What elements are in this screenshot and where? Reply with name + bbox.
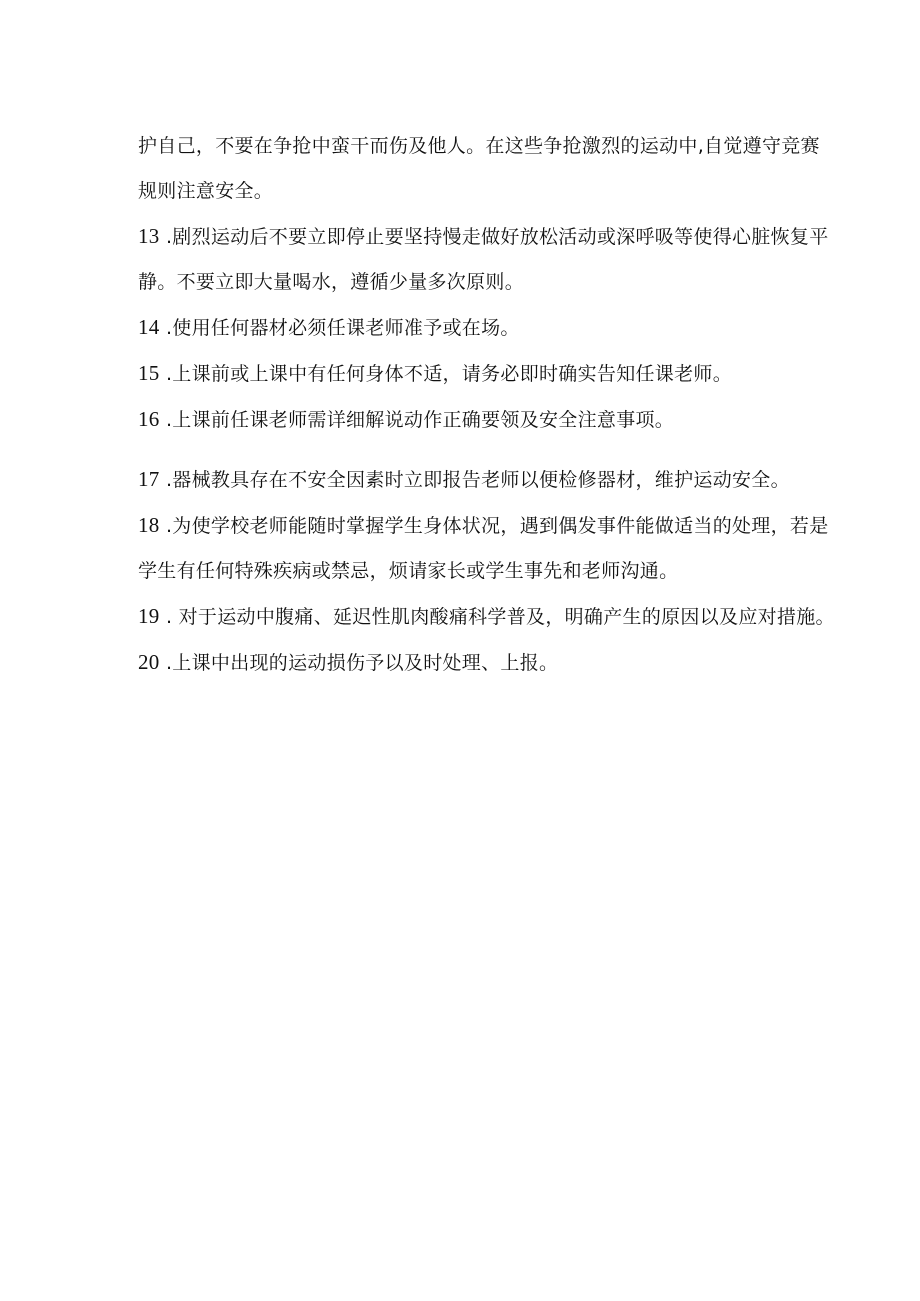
paragraph-number: 16	[138, 407, 160, 431]
paragraph-text: .上课前或上课中有任何身体不适，请务必即时确实告知任课老师。	[159, 363, 732, 385]
paragraph-number: 19	[138, 604, 160, 628]
paragraph-text: .上课中出现的运动损伤予以及时处理、上报。	[159, 652, 559, 674]
paragraph-item-15	[138, 351, 838, 397]
paragraph-number: 15	[138, 361, 160, 385]
paragraph-item-13	[138, 214, 838, 305]
paragraph-item-17	[138, 457, 838, 503]
paragraph-item-14	[138, 305, 838, 351]
paragraph-text: . 对于运动中腹痛、延迟性肌肉酸痛科学普及，明确产生的原因以及应对措施。	[159, 606, 835, 628]
paragraph-number: 13	[138, 224, 160, 248]
paragraph-text: .剧烈运动后不要立即停止要坚持慢走做好放松活动或深呼吸等使得心脏恢复平静。不要立即大量喝水，遵循少量多次原则。	[138, 226, 829, 293]
paragraph-text: .器械教具存在不安全因素时立即报告老师以便检修器材，维护运动安全。	[159, 469, 790, 491]
paragraph-text: .为使学校老师能随时掌握学生身体状况，遇到偶发事件能做适当的处理，若是学生有任何特殊疾病或禁忌，烦请家长或学生事先和老师沟通。	[138, 515, 829, 582]
paragraph-item-19	[138, 594, 838, 640]
paragraph-text: .上课前任课老师需详细解说动作正确要领及安全注意事项。	[159, 409, 675, 431]
paragraph-item-18	[138, 503, 838, 594]
document-body	[138, 124, 838, 686]
paragraph-continuation	[138, 124, 838, 214]
paragraph-number: 18	[138, 513, 160, 537]
paragraph-number: 14	[138, 315, 160, 339]
paragraph-text: 护自己，不要在争抢中蛮干而伤及他人。在这些争抢激烈的运动中,自觉遵守竞赛规则注意安全。	[138, 135, 820, 202]
paragraph-item-20	[138, 640, 838, 686]
paragraph-item-16	[138, 397, 838, 443]
paragraph-number: 17	[138, 467, 160, 491]
paragraph-number: 20	[138, 650, 160, 674]
paragraph-text: .使用任何器材必须任课老师准予或在场。	[159, 317, 520, 339]
